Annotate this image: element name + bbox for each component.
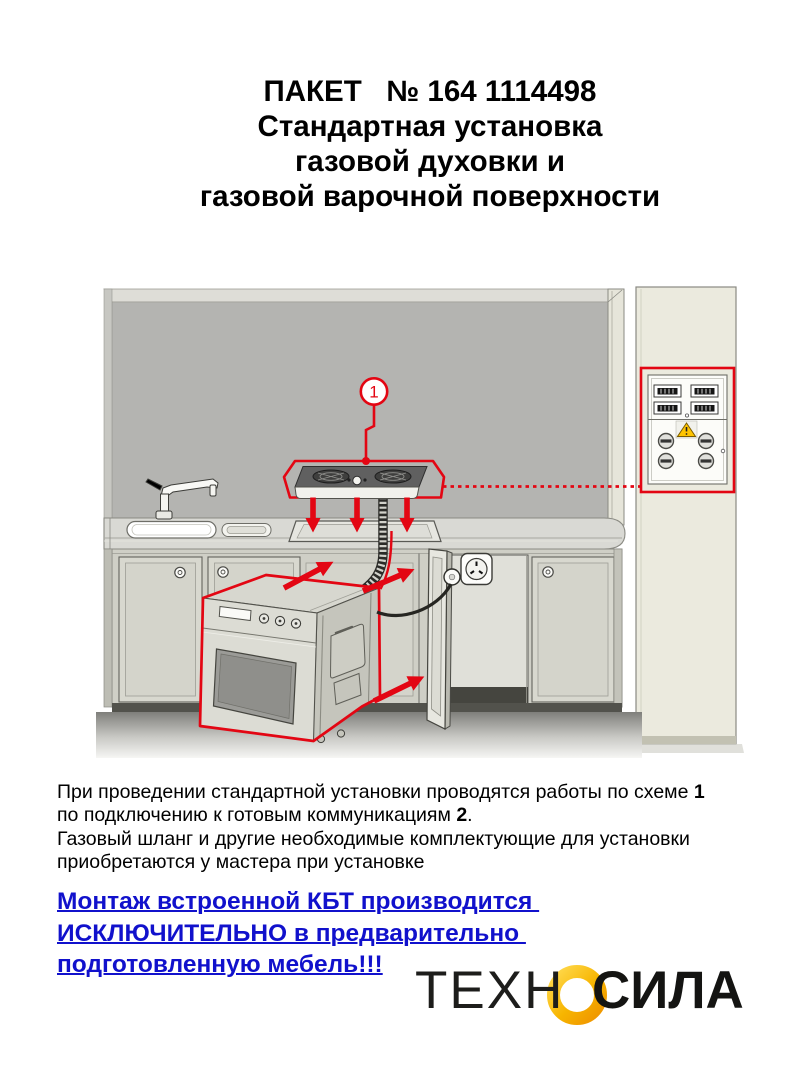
body-line: Газовый шланг и другие необходимые комплектующие для установки [57,827,690,850]
body-line: по подключению к готовым коммуникациям 2. [57,804,473,827]
power-plug [444,569,460,585]
warning-line: Монтаж встроенной КБТ производится [57,888,540,915]
power-outlet [461,554,492,585]
title-line-3: газовой духовки и [294,145,565,178]
oven-knob [291,619,300,628]
oven-knob [275,616,284,625]
door-knob [543,567,553,577]
title-line-4: газовой варочной поверхности [199,180,661,213]
drain-board [222,524,271,537]
warning-triangle-icon [676,421,697,438]
body-paragraph [57,781,777,875]
callout-1-number: 1 [369,382,379,402]
cabinet-door [532,557,614,702]
title-line-2: Стандартная установка [257,110,603,143]
body-line: При проведении стандартной установки проводятся работы по схеме 1 [57,781,705,803]
meter-display [691,385,718,397]
warning-line: подготовленную мебель!!! [57,951,383,979]
warning-line: ИСКЛЮЧИТЕЛЬНО в предварительно [57,919,526,947]
gas-meter-panel [641,368,734,492]
meter-display [654,385,681,397]
cabinet-door [119,557,202,702]
cooktop-knob [353,476,361,484]
shutoff-valve-icon [699,434,714,449]
door-knob [218,567,228,577]
meter-display [654,402,681,414]
oven-knob [259,614,268,623]
shutoff-valve-icon [659,434,674,449]
burner-grate [313,470,349,483]
logo-text-right: СИЛА [592,961,744,1020]
shutoff-valve-icon [699,454,714,469]
door-knob [175,567,185,577]
logo-text-left: ТЕХН [415,961,565,1020]
burner-grate [375,470,411,483]
title-line-1: ПАКЕТ № 164 1114498 [263,75,597,108]
floor [96,712,642,758]
body-line: приобретаются у мастера при установке [57,851,425,874]
tall-cabinet-column [628,287,744,753]
sink [127,522,216,539]
floor-shadow [628,744,744,753]
shutoff-valve-icon [659,454,674,469]
meter-display [691,402,718,414]
